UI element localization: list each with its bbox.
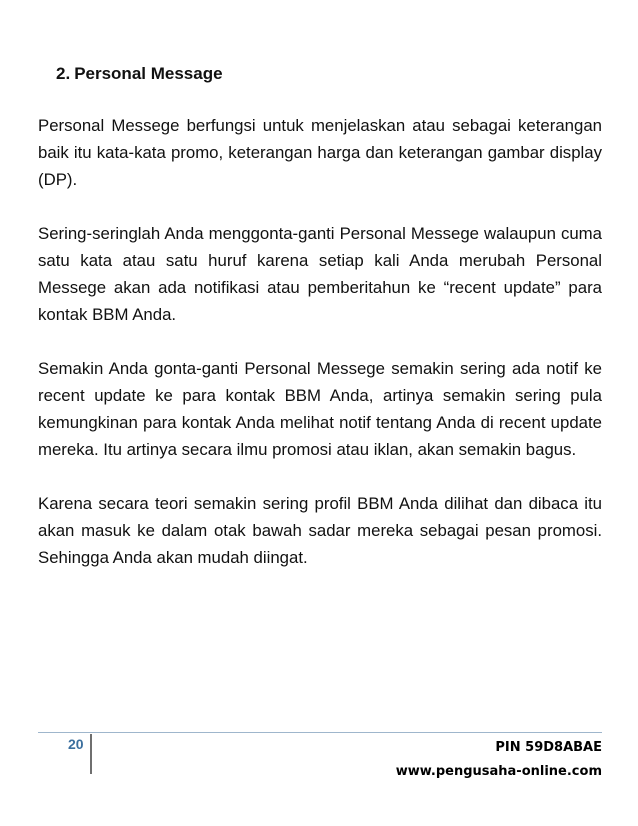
section-number: 2. — [56, 64, 71, 83]
footer-rule — [38, 732, 602, 733]
paragraph-1: Personal Messege berfungsi untuk menjelaskan atau sebagai keterangan baik itu kata-kata promo, keterangan harga dan keterangan gambar display (DP). — [38, 116, 602, 189]
pin-label: PIN 59D8ABAE — [495, 740, 602, 755]
body-text — [38, 112, 602, 598]
paragraph-3: Semakin Anda gonta-ganti Personal Messege semakin sering ada notif ke recent update ke para kontak BBM Anda, artinya semakin sering pula kemungkinan para kontak Anda melihat notif tentang Anda di recent update mereka. Itu artinya secara ilmu promosi atau iklan, akan semakin bagus. — [38, 359, 602, 459]
footer-contact — [396, 736, 602, 784]
website-label: www.pengusaha-online.com — [395, 764, 602, 779]
footer-divider — [90, 734, 92, 774]
page-number: 20 — [68, 736, 84, 752]
section-heading — [56, 64, 223, 84]
section-title: Personal Message — [74, 64, 223, 83]
paragraph-2: Sering-seringlah Anda menggonta-ganti Personal Messege walaupun cuma satu kata atau satu huruf karena setiap kali Anda merubah Personal Messege akan ada notifikasi atau pemberitahun ke “recent update” para kontak BBM Anda. — [38, 224, 602, 324]
page-footer — [0, 732, 638, 782]
paragraph-4: Karena secara teori semakin sering profil BBM Anda dilihat dan dibaca itu akan masuk ke dalam otak bawah sadar mereka sebagai pesan promosi. Sehingga Anda akan mudah diingat. — [38, 494, 602, 567]
